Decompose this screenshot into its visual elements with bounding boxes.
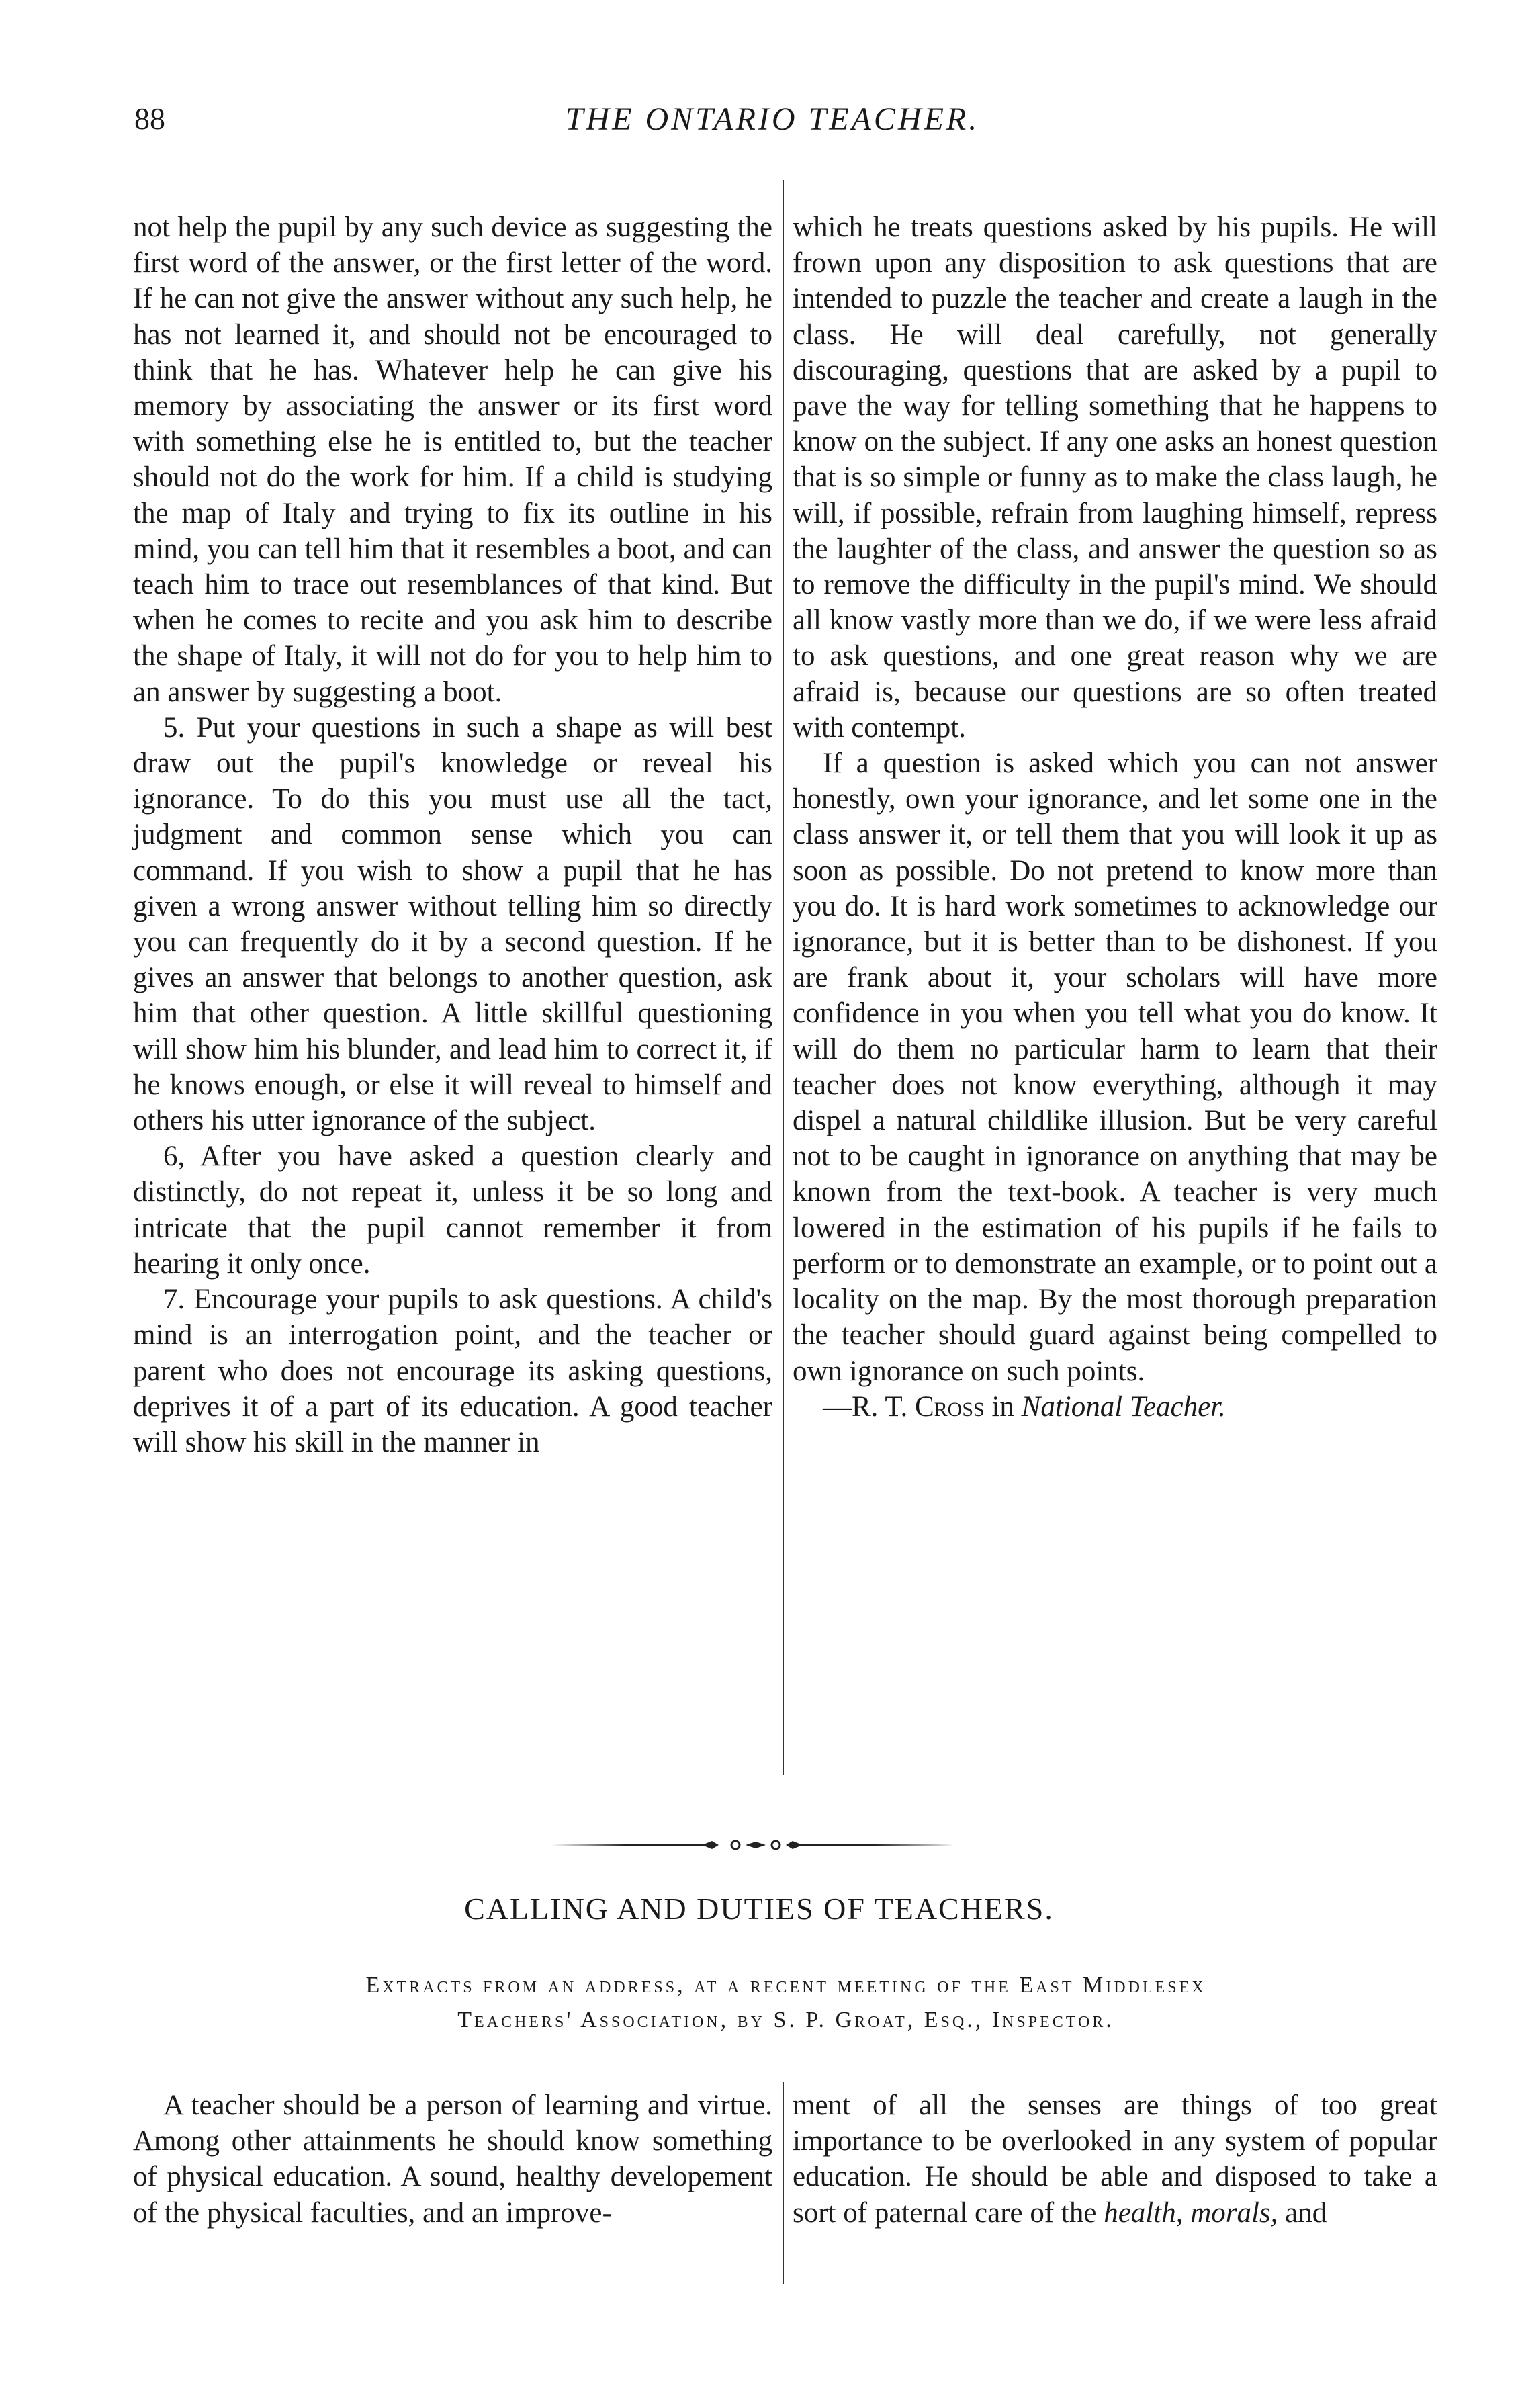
right-column-bottom [793,2088,1437,2231]
paragraph: If a question is asked which you can not answer honestly, own your ignorance, and let some one in the class answer it, or tell them that you will look it up as soon as possible. Do not pretend to know more than you do. It is hard work sometimes to acknowledge our ignorance, but it is better than to be dishonest. If you are frank about it, your scholars will have more confidence in you when you tell what you do know. It will do them no particular harm to learn that their teacher does not know everything, although it may dispel a natural childlike illusion. But be very careful not to be caught in ignorance on anything that may be known from the text-book. A teacher is very much lowered in the estimation of his pupils if he fails to perform or to demonstrate an example, or to point out a locality on the map. By the most thorough preparation the teacher should guard against being compelled to own ignorance on such points. [793,748,1437,1387]
paragraph: 5. Put your questions in such a shape as will best draw out the pupil's knowledge or reveal his ignorance. To do this you must use all the tact, judgment and common sense which you can command. If you wish to show a pupil that he has given a wrong answer without telling him so directly you can frequently do it by a second question. If he gives an answer that belongs to another question, ask him that other question. A little skillful questioning will show him his blunder, and lead him to correct it, if he knows enough, or else it will reveal to himself and others his utter ignorance of the subject. [133,711,772,1137]
subtitle-line: Teachers' Association, by S. P. Groat, Esq., Inspector. [457,2008,1114,2033]
signature-prefix: —R. T. [823,1390,915,1423]
emphasis-health: health, [1104,2196,1184,2229]
left-column [133,210,772,1460]
page-number: 88 [134,101,165,136]
text-run [1183,2197,1190,2229]
section-title: CALLING AND DUTIES OF TEACHERS. [464,1891,1054,1926]
paragraph: which he treats questions asked by his pupils. He will frown upon any disposition to ask questions that are intended to puzzle the teacher and create a laugh in the class. He will deal carefully, not generally discouraging, questions that are asked by a pupil to pave the way for telling something that he happens to know on the subject. If any one asks an honest question that is so simple or funny as to make the class laugh, he will, if possible, refrain from laughing himself, repress the laughter of the class, and answer the question so as to remove the difficulty in the pupil's mind. We should all know vastly more than we do, if we were less afraid to ask questions, and one great reason why we are afraid is, because our questions are so often treated with contempt. [793,212,1437,744]
text-run: and [1278,2196,1327,2229]
column-divider [783,2082,784,2284]
signature-source: National Teacher. [1021,1390,1226,1423]
signature [793,1389,1437,1425]
subtitle-line: Extracts from an address, at a recent meeting of the East Middlesex [365,1973,1206,1998]
column-divider [783,180,784,1775]
paragraph: A teacher should be a person of learning and virtue. Among other attainments he should know something of physical education. A sound, healthy developement of the physical faculties, and an improve- [133,2090,772,2229]
signature-author: Cross [914,1390,985,1423]
section-subtitle [134,1968,1437,2038]
page-header [134,101,1411,154]
left-column-bottom [133,2088,772,2231]
paragraph: 7. Encourage your pupils to ask questions. A child's mind is an interrogation point, and the teacher or parent who does not encourage its asking questions, deprives it of a part of its education. A good teacher will show his skill in the manner in [133,1284,772,1458]
signature-in: in [984,1390,1022,1423]
ornament-divider [544,1837,961,1853]
paragraph: not help the pupil by any such device as suggesting the first word of the answer, or the first letter of the word. If he can not give the answer without any such help, he has not learned it, and should not be encouraged to think that he has. Whatever help he can give his memory by associating the answer or its first word with something else he is entitled to, but the teacher should not do the work for him. If a child is studying the map of Italy and trying to fix its outline in his mind, you can tell him that it resembles a boot, and can teach him to trace out resemblances of that kind. But when he comes to recite and you ask him to describe the shape of Italy, it will not do for you to help him to an answer by suggesting a boot. [133,212,772,708]
emphasis-morals: morals, [1190,2196,1278,2229]
text-run: ment of all the senses are things of too great importance to be overlooked in any system of popular education. He should be able and disposed to take a sort of paternal care of the [793,2090,1437,2229]
paragraph: 6, After you have asked a question clearly and distinctly, do not repeat it, unless it be so long and intricate that the pupil cannot remember it from hearing it only once. [133,1141,772,1280]
right-column [793,210,1437,1425]
running-title: THE ONTARIO TEACHER. [565,101,980,137]
paragraph [793,2088,1437,2231]
